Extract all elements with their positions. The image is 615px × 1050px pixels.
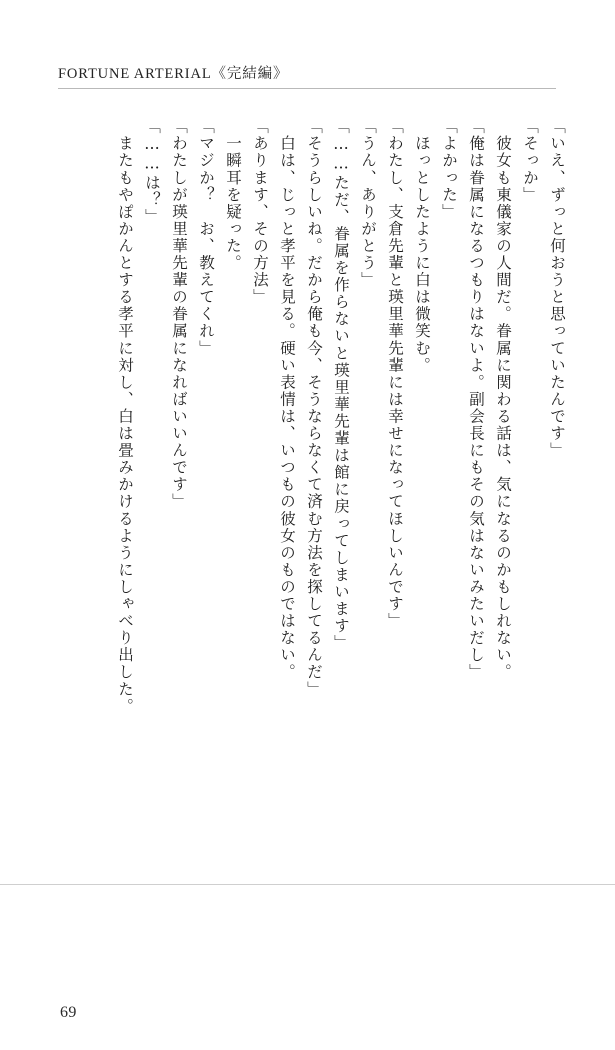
text-line: 「うん、ありがとう」 xyxy=(359,118,377,289)
text-line: 「わたし、支倉先輩と瑛里華先輩には幸せになってほしいんです」 xyxy=(386,118,404,630)
page-number: 69 xyxy=(60,1004,77,1021)
text-line: 「そうらしいね。だから俺も今、そうならなくて済む方法を探してるんだ」 xyxy=(305,118,323,698)
text-line: 「あります、その方法」 xyxy=(251,118,269,306)
text-line: 白は、じっと孝平を見る。硬い表情は、いつもの彼女のものではない。 xyxy=(278,118,296,681)
text-line: 一瞬耳を疑った。 xyxy=(224,118,242,272)
running-head-text: FORTUNE ARTERIAL《完結編》 xyxy=(58,66,289,82)
text-line: 「よかった」 xyxy=(440,118,458,221)
running-head xyxy=(58,62,558,83)
text-line: またもやぽかんとする孝平に対し、白は畳みかけるようにしゃべり出した。 xyxy=(116,118,134,715)
text-line: 「俺は眷属になるつもりはないよ。副会長にもその気はないみたいだし」 xyxy=(467,118,485,681)
text-line: 「……ただ、眷属を作らないと瑛里華先輩は館に戻ってしまいます」 xyxy=(332,118,350,652)
text-line: ほっとしたように白は微笑む。 xyxy=(413,118,431,374)
text-line: 「そっか」 xyxy=(521,118,539,204)
text-line: 「いえ、ずっと何おうと思っていたんです」 xyxy=(548,118,566,459)
text-line: 彼女も東儀家の人間だ。眷属に関わる話は、気になるのかもしれない。 xyxy=(494,118,512,681)
header-divider xyxy=(58,88,556,89)
text-line: 「マジか？ お、教えてくれ」 xyxy=(197,118,215,357)
text-line: 「わたしが瑛里華先輩の眷属になればいいんです」 xyxy=(170,118,188,511)
footer-divider xyxy=(0,884,615,885)
vertical-text-body xyxy=(48,118,564,858)
text-line: 「……は？」 xyxy=(143,118,161,226)
